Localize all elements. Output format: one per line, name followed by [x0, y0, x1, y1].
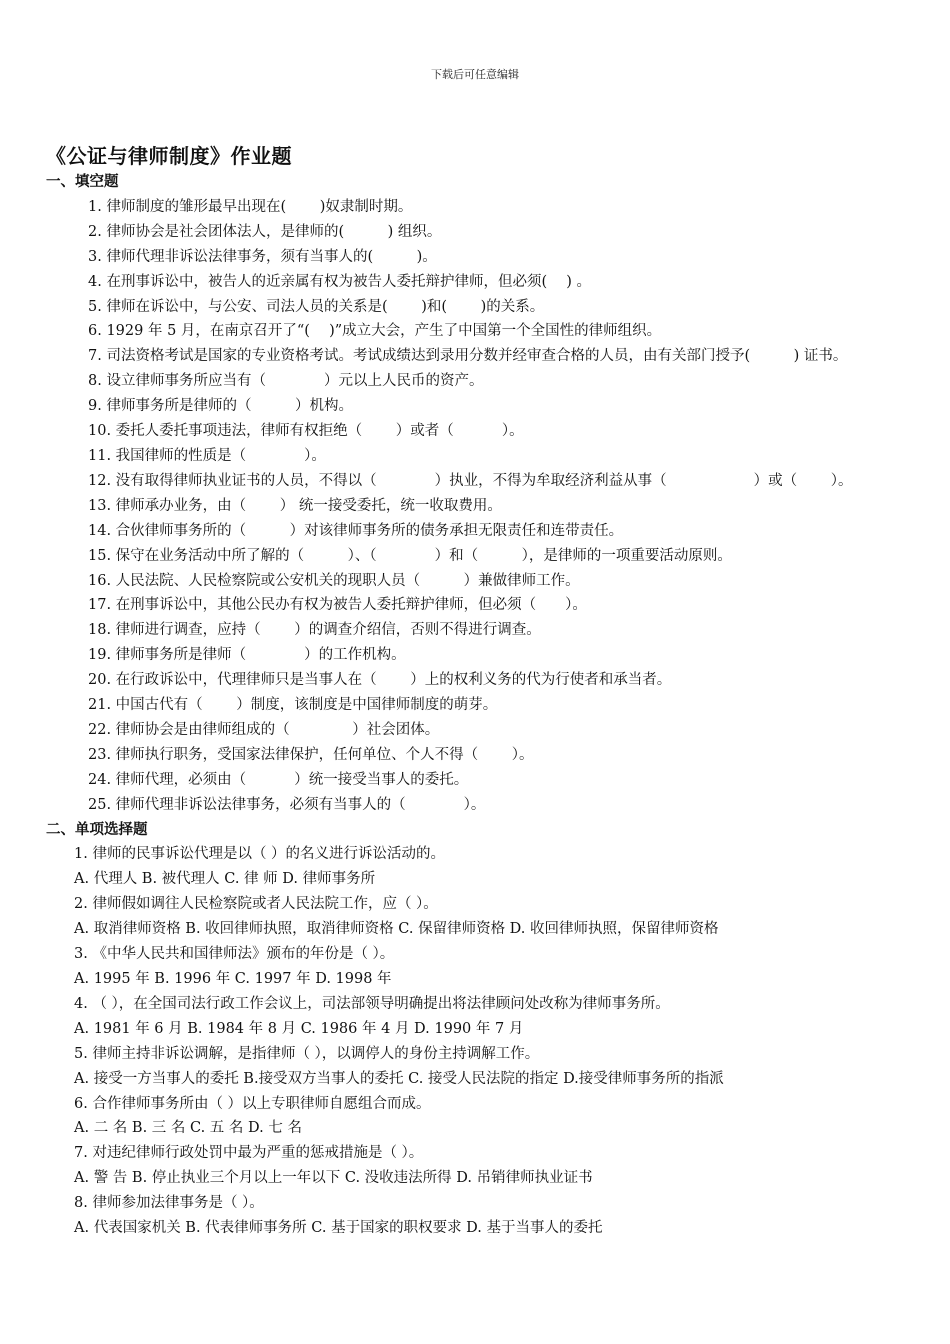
fill-item: 11. 我国律师的性质是（ ）。: [88, 447, 326, 464]
fill-item: 24. 律师代理，必须由（ ）统一接受当事人的委托。: [88, 771, 469, 788]
fill-item: 8. 设立律师事务所应当有（ ）元以上人民币的资产。: [88, 373, 484, 390]
fill-item: 19. 律师事务所是律师（ ）的工作机构。: [88, 647, 406, 664]
section-heading-mc: 二、单项选择题: [46, 821, 148, 838]
document-title: 《公证与律师制度》作业题: [46, 144, 292, 168]
mc-question: 5. 律师主持非诉讼调解，是指律师（ ），以调停人的身份主持调解工作。: [74, 1045, 540, 1062]
fill-item: 3. 律师代理非诉讼法律事务，须有当事人的( )。: [88, 248, 437, 265]
mc-options: A. 二 名 B. 三 名 C. 五 名 D. 七 名: [74, 1120, 302, 1137]
mc-question: 2. 律师假如调往人民检察院或者人民法院工作，应（ ）。: [74, 896, 438, 913]
fill-item: 7. 司法资格考试是国家的专业资格考试。考试成绩达到录用分数并经审查合格的人员，由有关部门授予( ) 证书。: [88, 348, 848, 365]
fill-item: 4. 在刑事诉讼中，被告人的近亲属有权为被告人委托辩护律师，但必须( ) 。: [88, 273, 591, 290]
mc-options: A. 1981 年 6 月 B. 1984 年 8 月 C. 1986 年 4 月 D. 1990 年 7 月: [74, 1020, 524, 1037]
fill-item: 14. 合伙律师事务所的（ ）对该律师事务所的债务承担无限责任和连带责任。: [88, 522, 624, 539]
mc-options: A. 接受一方当事人的委托 B.接受双方当事人的委托 C. 接受人民法院的指定 D.接受律师事务所的指派: [74, 1070, 724, 1087]
document-body: [46, 170, 908, 1241]
fill-item: 18. 律师进行调查，应持（ ）的调查介绍信，否则不得进行调查。: [88, 622, 541, 639]
fill-item: 12. 没有取得律师执业证书的人员，不得以（ ）执业，不得为牟取经济利益从事（ ）或（ ）。: [88, 472, 853, 489]
mc-options: A. 警 告 B. 停止执业三个月以上一年以下 C. 没收违法所得 D. 吊销律师执业证书: [74, 1170, 593, 1187]
mc-options: A. 代表国家机关 B. 代表律师事务所 C. 基于国家的职权要求 D. 基于当事人的委托: [74, 1220, 603, 1237]
mc-question: 8. 律师参加法律事务是（ ）。: [74, 1195, 264, 1212]
fill-item: 23. 律师执行职务，受国家法律保护，任何单位、个人不得（ ）。: [88, 746, 534, 763]
fill-item: 21. 中国古代有（ ）制度，该制度是中国律师制度的萌芽。: [88, 697, 498, 714]
section-heading-fill: 一、填空题: [46, 174, 119, 190]
mc-question: 6. 合作律师事务所由（ ）以上专职律师自愿组合而成。: [74, 1095, 431, 1112]
fill-item: 2. 律师协会是社会团体法人，是律师的( ) 组织。: [88, 223, 442, 240]
header-note: 下载后可任意编辑: [431, 68, 519, 81]
fill-item: 25. 律师代理非诉讼法律事务，必须有当事人的（ ）。: [88, 796, 486, 813]
mc-options: A. 取消律师资格 B. 收回律师执照，取消律师资格 C. 保留律师资格 D. 收回律师执照，保留律师资格: [74, 921, 719, 938]
mc-options: A. 1995 年 B. 1996 年 C. 1997 年 D. 1998 年: [74, 971, 392, 987]
mc-question: 4. （ ），在全国司法行政工作会议上，司法部领导明确提出将法律顾问处改称为律师事务所。: [74, 995, 670, 1012]
mc-question: 3. 《中华人民共和国律师法》颁布的年份是（ ）。: [74, 946, 395, 963]
fill-item: 6. 1929 年 5 月，在南京召开了“( )”成立大会，产生了中国第一个全国性的律师组织。: [88, 323, 662, 340]
mc-question: 7. 对违纪律师行政处罚中最为严重的惩戒措施是（ ）。: [74, 1145, 424, 1162]
fill-item: 22. 律师协会是由律师组成的（ ）社会团体。: [88, 721, 440, 738]
mc-question: 1. 律师的民事诉讼代理是以（ ）的名义进行诉讼活动的。: [74, 846, 446, 863]
fill-item: 1. 律师制度的雏形最早出现在( )奴隶制时期。: [88, 198, 413, 215]
fill-item: 16. 人民法院、人民检察院或公安机关的现职人员（ ）兼做律师工作。: [88, 572, 580, 589]
mc-options: A. 代理人 B. 被代理人 C. 律 师 D. 律师事务所: [74, 871, 376, 888]
fill-item: 13. 律师承办业务，由（ ） 统一接受委托，统一收取费用。: [88, 497, 502, 514]
fill-item: 20. 在行政诉讼中，代理律师只是当事人在（ ）上的权利义务的代为行使者和承当者。: [88, 672, 672, 689]
fill-item: 17. 在刑事诉讼中，其他公民办有权为被告人委托辩护律师，但必须（ ）。: [88, 597, 587, 614]
fill-item: 5. 律师在诉讼中，与公安、司法人员的关系是( )和( )的关系。: [88, 298, 545, 315]
fill-item: 15. 保守在业务活动中所了解的（ ）、（ ）和（ ），是律师的一项重要活动原则。: [88, 547, 732, 564]
fill-item: 10. 委托人委托事项违法，律师有权拒绝（ ）或者（ ）。: [88, 423, 524, 440]
fill-item: 9. 律师事务所是律师的（ ）机构。: [88, 398, 353, 415]
